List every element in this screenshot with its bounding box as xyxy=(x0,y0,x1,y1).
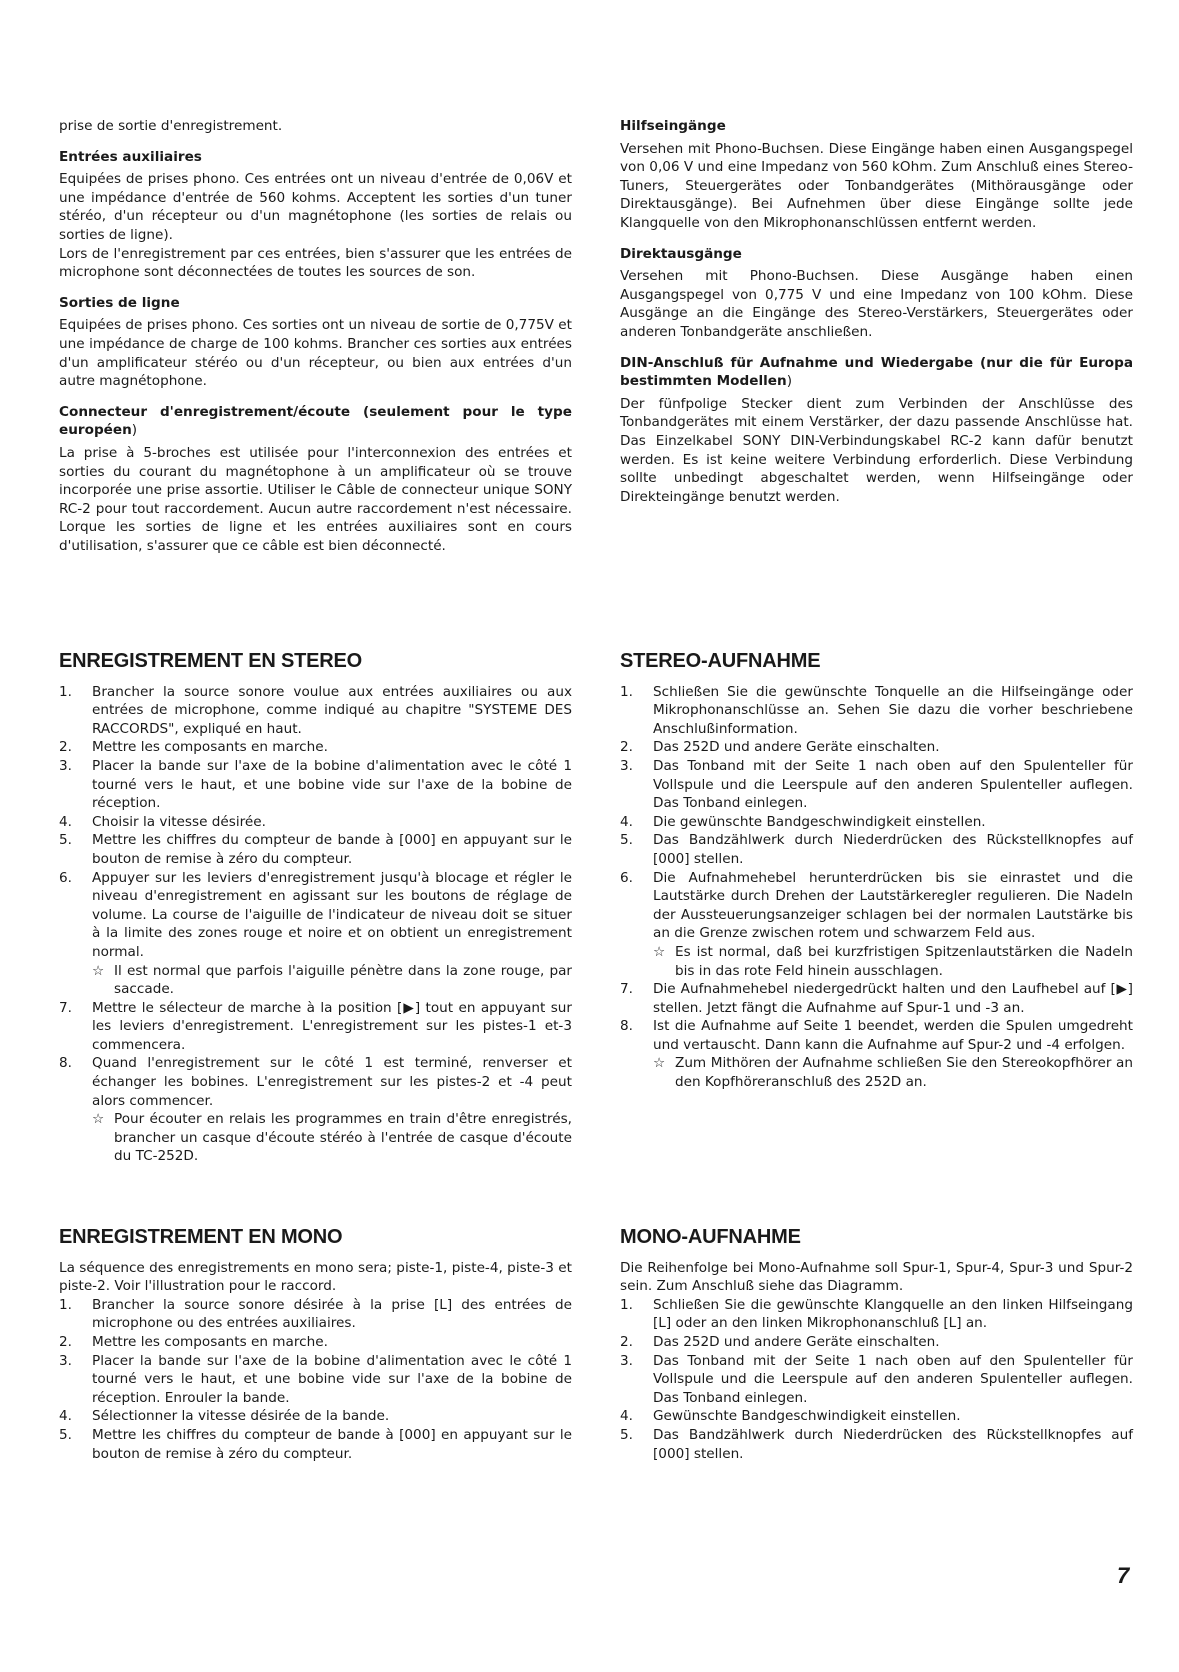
list-item xyxy=(59,683,572,739)
step-number: 4. xyxy=(59,1408,72,1425)
heading-stereo: ENREGISTREMENT EN STEREO xyxy=(59,650,363,672)
step-text: Mettre les composants en marche. xyxy=(92,739,328,756)
step-text: Choisir la vitesse désirée. xyxy=(92,813,266,830)
note-text: Il est normal que parfois l'aiguille pénètre dans la zone rouge, par saccade. xyxy=(114,962,572,998)
section-title: Sorties de ligne xyxy=(59,294,180,311)
star-icon: ☆ xyxy=(653,1055,666,1072)
stereo-steps-list xyxy=(59,683,572,1166)
step-text: Mettre les chiffres du compteur de bande à [000] en appuyant sur le bouton de remise à zéro du compteur. xyxy=(92,832,572,867)
step-text: Das Tonband mit der Seite 1 nach oben auf den Spulenteller für Vollspule und die Leerspule auf den anderen Spulenteller auflegen. Das Tonband einlegen. xyxy=(653,1352,1133,1406)
list-item xyxy=(620,1407,1133,1426)
step-text: Schließen Sie die gewünschte Tonquelle an die Hilfseingänge oder Mikrophonanschlüsse an. Sehen Sie dazu die vorher beschriebene Anschlußinformation. xyxy=(653,683,1133,737)
step-number: 2. xyxy=(59,1333,72,1350)
step-number: 1. xyxy=(59,1296,72,1313)
step-number: 3. xyxy=(620,1352,633,1369)
list-item xyxy=(59,869,572,999)
step-text: Quand l'enregistrement sur le côté 1 est terminé, renverser et échanger les bobines. L'enregistrement sur les pistes-2 et -4 peut alors commencer. xyxy=(92,1055,572,1109)
star-icon: ☆ xyxy=(653,943,666,960)
stereo-steps-list xyxy=(620,683,1133,1092)
step-text: Das 252D und andere Geräte einschalten. xyxy=(653,1333,940,1350)
note-text: Es ist normal, daß bei kurzfristigen Spitzenlautstärken die Nadeln bis in das rote Feld hinein ausschlagen. xyxy=(675,943,1133,979)
list-item xyxy=(620,831,1133,868)
step-number: 3. xyxy=(620,757,633,774)
paragraph: Equipées de prises phono. Ces sorties ont un niveau de sortie de 0,775V et une impédance de charge de 100 kohms. Brancher ces sorties aux entrées d'un amplificateur stéréo ou d'un récepteur, ou bien aux entrées d'un autre magnétophone. xyxy=(59,317,572,390)
section-title: Entrées auxiliaires xyxy=(59,148,202,165)
mono-steps-list xyxy=(620,1296,1133,1463)
list-item xyxy=(620,813,1133,832)
list-item xyxy=(620,1352,1133,1408)
step-text: Brancher la source sonore désirée à la prise [L] des entrées de microphone ou des entrées auxiliaires. xyxy=(92,1296,572,1332)
step-number: 5. xyxy=(620,832,633,849)
paragraph: Versehen mit Phono-Buchsen. Diese Eingänge haben einen Ausgangspegel von 0,06 V und eine Impedanz von 560 kOhm. Zum Anschluß eines Stereo-Tuners, Steuergerätes oder Tonbandgerätes (Mithörausgänge oder Direktausgänge). Bei Aufnehmen über diese Eingänge sollte jede Klangquelle von den Mikrophonanschlüssen entfernt werden. xyxy=(620,140,1133,231)
paragraph: Die Reihenfolge bei Mono-Aufnahme soll Spur-1, Spur-4, Spur-3 und Spur-2 sein. Zum Anschluß siehe das Diagramm. xyxy=(620,1259,1133,1295)
step-text: Mettre les composants en marche. xyxy=(92,1333,328,1350)
step-text: Mettre le sélecteur de marche à la position [▶] tout en appuyant sur les leviers d'enregistrement. L'enregistrement sur les pistes-1 et-3 commencera. xyxy=(92,999,572,1053)
left-column-stereo xyxy=(59,652,572,1166)
step-number: 1. xyxy=(620,683,633,700)
paragraph: La séquence des enregistrements en mono sera; piste-1, piste-4, piste-3 et piste-2. Voir l'illustration pour le raccord. xyxy=(59,1259,572,1295)
right-column-stereo xyxy=(620,652,1133,1092)
step-text: Appuyer sur les leviers d'enregistrement jusqu'à blocage et régler le niveau d'enregistrement en agissant sur les boutons de réglage de volume. La course de l'aiguille de l'indicateur de niveau doit se situer à la limite des zones rouge et noire et on obtient un enregistrement normal. xyxy=(92,869,572,960)
step-number: 6. xyxy=(620,869,633,886)
section-title: Hilfseingänge xyxy=(620,118,726,134)
step-number: 7. xyxy=(620,981,633,998)
step-number: 2. xyxy=(59,739,72,756)
list-item xyxy=(59,1407,572,1426)
right-column-top xyxy=(620,117,1133,506)
step-text: Das 252D und andere Geräte einschalten. xyxy=(653,739,940,756)
list-item xyxy=(620,1426,1133,1463)
list-item xyxy=(620,980,1133,1017)
heading-mono: MONO-AUFNAHME xyxy=(620,1226,801,1248)
note-text: Zum Mithören der Aufnahme schließen Sie den Stereokopfhörer an den Kopfhöreranschluß des 252D an. xyxy=(675,1055,1133,1091)
step-text: Brancher la source sonore voulue aux entrées auxiliaires ou aux entrées de microphone, comme indiqué au chapitre "SYSTEME DES RACCORDS", expliqué en haut. xyxy=(92,683,572,737)
section-title xyxy=(620,354,1133,391)
step-number: 8. xyxy=(59,1055,72,1072)
step-text: Die Aufnahmehebel niedergedrückt halten und den Laufhebel auf [▶] stellen. Jetzt fängt die Aufnahme auf Spur-1 und -3 an. xyxy=(653,981,1133,1016)
section-title-bold: DIN-Anschluß für Aufnahme und Wiedergabe (nur die für Europa bestimmten Modellen xyxy=(620,354,1133,390)
note xyxy=(92,962,572,999)
step-text: Die Aufnahmehebel herunterdrücken bis sie einrastet und die Lautstärke durch Drehen der Lautstärkeregler regulieren. Die Nadeln der Aussteuerungsanzeiger schlagen bei der normalen Lautstärke bis an die Grenze zwischen rotem und schwarzem Feld aus. xyxy=(653,869,1133,942)
list-item xyxy=(620,1017,1133,1091)
step-text: Gewünschte Bandgeschwindigkeit einstellen. xyxy=(653,1408,961,1425)
step-number: 5. xyxy=(59,832,72,849)
step-number: 3. xyxy=(59,757,72,774)
list-item xyxy=(620,1296,1133,1333)
step-number: 1. xyxy=(620,1296,633,1313)
list-item xyxy=(59,1352,572,1408)
list-item xyxy=(59,813,572,832)
step-text: Placer la bande sur l'axe de la bobine d'alimentation avec le côté 1 tourné vers le haut, et une bobine vide sur l'axe de la bobine de réception. Enrouler la bande. xyxy=(92,1352,572,1406)
list-item xyxy=(59,757,572,813)
step-text: Sélectionner la vitesse désirée de la bande. xyxy=(92,1408,390,1425)
step-number: 4. xyxy=(59,813,72,830)
list-item xyxy=(59,999,572,1055)
step-number: 4. xyxy=(620,813,633,830)
list-item xyxy=(59,831,572,868)
paragraph: Lors de l'enregistrement par ces entrées, bien s'assurer que les entrées de microphone sont déconnectées de toutes les sources de son. xyxy=(59,245,572,281)
note xyxy=(653,943,1133,980)
left-column-top xyxy=(59,117,572,555)
note-text: Pour écouter en relais les programmes en train d'être enregistrés, brancher un casque d'écoute stéréo à l'entrée de casque d'écoute du TC-252D. xyxy=(114,1111,572,1165)
step-number: 7. xyxy=(59,999,72,1016)
section-title-paren: ) xyxy=(131,422,138,439)
list-item xyxy=(620,1333,1133,1352)
intro-line: prise de sortie d'enregistrement. xyxy=(59,118,283,134)
heading-stereo: STEREO-AUFNAHME xyxy=(620,650,821,672)
list-item xyxy=(59,1426,572,1463)
step-number: 2. xyxy=(620,1333,633,1350)
step-text: Das Bandzählwerk durch Niederdrücken des Rückstellknopfes auf [000] stellen. xyxy=(653,1426,1133,1462)
step-number: 2. xyxy=(620,739,633,756)
step-number: 1. xyxy=(59,683,72,700)
list-item xyxy=(620,683,1133,739)
paragraph: Der fünfpolige Stecker dient zum Verbinden der Anschlüsse des Tonbandgerätes mit einem Verstärker, der dazu passende Anschlüsse hat. Das Einzelkabel SONY DIN-Verbindungskabel RC-2 kann dafür benutzt werden. Es ist keine weitere Verbindung erforderlich. Diese Verbindung sollte unbedingt abgeschaltet werden, wenn Hilfseingänge oder Direkteingänge benutzt werden. xyxy=(620,395,1133,505)
step-number: 3. xyxy=(59,1352,72,1369)
step-text: Ist die Aufnahme auf Seite 1 beendet, werden die Spulen umgedreht und vertauscht. Dann kann die Aufnahme auf Spur-2 und -4 erfolgen. xyxy=(653,1018,1133,1053)
section-title: Direktausgänge xyxy=(620,245,742,262)
list-item xyxy=(620,757,1133,813)
heading-mono: ENREGISTREMENT EN MONO xyxy=(59,1226,343,1248)
step-text: Mettre les chiffres du compteur de bande à [000] en appuyant sur le bouton de remise à zéro du compteur. xyxy=(92,1426,572,1462)
section-title xyxy=(59,403,572,440)
note xyxy=(653,1054,1133,1091)
list-item xyxy=(620,869,1133,981)
paragraph: La prise à 5-broches est utilisée pour l'interconnexion des entrées et sorties du courant du magnétophone à un amplificateur où se trouve incorporée une prise assortie. Utiliser le Câble de connecteur unique SONY RC-2 pour tout raccordement. Aucun autre raccordement n'est nécessaire. Lorque les sorties de ligne et les entrées auxiliaires sont en cours d'utilisation, s'assurer que ce câble est bien déconnecté. xyxy=(59,444,572,554)
note xyxy=(92,1110,572,1166)
step-text: Das Tonband mit der Seite 1 nach oben auf den Spulenteller für Vollspule und die Leerspule auf den anderen Spulenteller auflegen. Das Tonband einlegen. xyxy=(653,757,1133,812)
step-text: Schließen Sie die gewünschte Klangquelle an den linken Hilfseingang [L] oder an den linken Mikrophonanschluß [L] an. xyxy=(653,1296,1133,1332)
list-item xyxy=(620,738,1133,757)
mono-steps-list xyxy=(59,1296,572,1463)
step-text: Die gewünschte Bandgeschwindigkeit einstellen. xyxy=(653,813,986,830)
step-text: Placer la bande sur l'axe de la bobine d'alimentation avec le côté 1 tourné vers le haut, et une bobine vide sur l'axe de la bobine de réception. xyxy=(92,757,572,812)
section-title-paren: ) xyxy=(786,373,793,390)
paragraph: Equipées de prises phono. Ces entrées ont un niveau d'entrée de 0,06V et une impédance d'entrée de 560 kohms. Acceptent les sorties d'un tuner stéréo, d'un récepteur ou d'un magnétophone (les sorties de relais ou sorties de ligne). xyxy=(59,171,572,243)
left-column-mono xyxy=(59,1228,572,1463)
step-number: 8. xyxy=(620,1018,633,1035)
list-item xyxy=(59,1054,572,1166)
star-icon: ☆ xyxy=(92,962,105,979)
right-column-mono xyxy=(620,1228,1133,1463)
star-icon: ☆ xyxy=(92,1111,105,1128)
step-text: Das Bandzählwerk durch Niederdrücken des Rückstellknopfes auf [000] stellen. xyxy=(653,832,1133,867)
section-title-bold: Connecteur d'enregistrement/écoute (seulement pour le type européen xyxy=(59,403,572,439)
list-item xyxy=(59,1296,572,1333)
paragraph: Versehen mit Phono-Buchsen. Diese Ausgänge haben einen Ausgangspegel von 0,775 V und eine Impedanz von 100 kOhm. Diese Ausgänge an die Eingänge des Stereo-Verstärkers, Steuergerätes oder anderen Tonbandgeräte anschließen. xyxy=(620,268,1133,340)
page-number: 7 xyxy=(1117,1563,1130,1588)
list-item xyxy=(59,738,572,757)
step-number: 5. xyxy=(620,1426,633,1443)
step-number: 4. xyxy=(620,1408,633,1425)
list-item xyxy=(59,1333,572,1352)
step-number: 6. xyxy=(59,869,72,886)
step-number: 5. xyxy=(59,1426,72,1443)
